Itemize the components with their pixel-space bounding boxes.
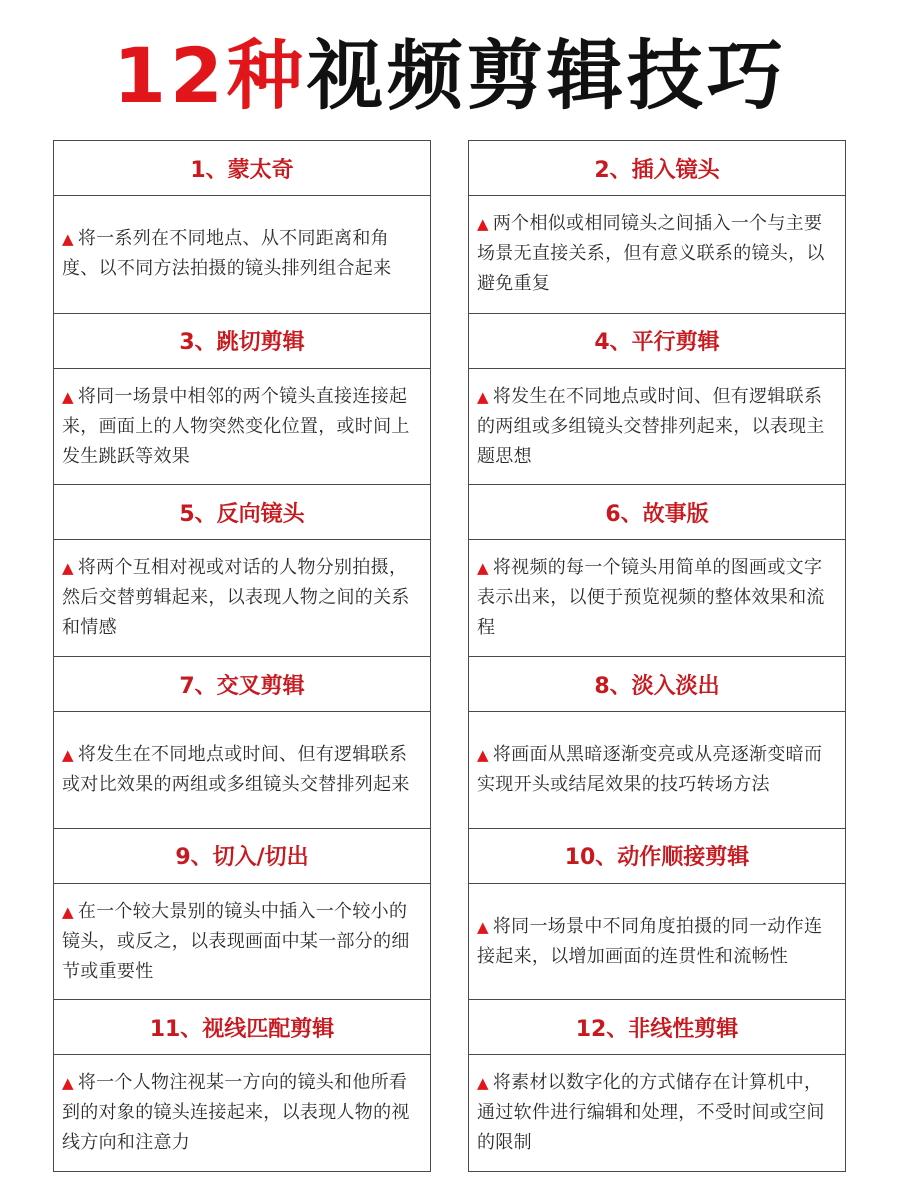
red-triangle-icon: ▲ <box>62 1074 74 1093</box>
technique-card <box>54 313 430 485</box>
technique-card <box>469 656 845 828</box>
card-text: 将同一场景中不同角度拍摄的同一动作连接起来，以增加画面的连贯性和流畅性 <box>477 915 823 967</box>
red-triangle-icon: ▲ <box>62 387 74 406</box>
red-triangle-icon: ▲ <box>477 559 489 578</box>
card-text: 将同一场景中相邻的两个镜头直接连接起来，画面上的人物突然变化位置，或时间上发生跳跃等效果 <box>62 385 410 467</box>
card-heading: 5、反向镜头 <box>54 485 430 540</box>
red-triangle-icon: ▲ <box>62 902 74 921</box>
card-heading: 3、跳切剪辑 <box>54 314 430 369</box>
red-triangle-icon: ▲ <box>477 917 489 936</box>
card-heading: 10、动作顺接剪辑 <box>469 829 845 884</box>
card-text: 在一个较大景别的镜头中插入一个较小的镜头，或反之，以表现画面中某一部分的细节或重要性 <box>62 900 410 982</box>
card-body <box>469 540 845 656</box>
red-triangle-icon: ▲ <box>477 215 489 234</box>
card-text: 将一系列在不同地点、从不同距离和角度、以不同方法拍摄的镜头排列组合起来 <box>62 228 392 280</box>
card-text: 将发生在不同地点或时间、但有逻辑联系或对比效果的两组或多组镜头交替排列起来 <box>62 743 410 795</box>
card-heading: 9、切入/切出 <box>54 829 430 884</box>
card-body <box>469 884 845 1000</box>
red-triangle-icon: ▲ <box>62 230 74 249</box>
card-heading: 12、非线性剪辑 <box>469 1000 845 1055</box>
technique-card <box>54 484 430 656</box>
red-triangle-icon: ▲ <box>62 559 74 578</box>
technique-card <box>469 484 845 656</box>
card-body <box>54 196 430 313</box>
technique-card <box>54 656 430 828</box>
card-body <box>469 1055 845 1171</box>
technique-card <box>469 313 845 485</box>
card-text: 将画面从黑暗逐渐变亮或从亮逐渐变暗而实现开头或结尾效果的技巧转场方法 <box>477 743 823 795</box>
red-triangle-icon: ▲ <box>62 745 74 764</box>
card-heading: 8、淡入淡出 <box>469 657 845 712</box>
technique-card <box>54 999 430 1171</box>
technique-card <box>54 828 430 1000</box>
red-triangle-icon: ▲ <box>477 1074 489 1093</box>
technique-card <box>469 999 845 1171</box>
card-heading: 11、视线匹配剪辑 <box>54 1000 430 1055</box>
right-column <box>468 140 846 1172</box>
title-rest: 视频剪辑技巧 <box>306 31 787 120</box>
card-heading: 2、插入镜头 <box>469 141 845 196</box>
red-triangle-icon: ▲ <box>477 745 489 764</box>
card-text: 将发生在不同地点或时间、但有逻辑联系的两组或多组镜头交替排列起来，以表现主题思想 <box>477 385 825 467</box>
technique-card <box>469 828 845 1000</box>
page-title <box>0 28 900 124</box>
title-highlight: 12种 <box>113 31 307 120</box>
technique-card <box>54 141 430 313</box>
card-text: 两个相似或相同镜头之间插入一个与主要场景无直接关系，但有意义联系的镜头，以避免重复 <box>477 213 825 295</box>
card-body <box>469 196 845 313</box>
technique-card <box>469 141 845 313</box>
card-text: 将两个互相对视或对话的人物分别拍摄，然后交替剪辑起来，以表现人物之间的关系和情感 <box>62 557 410 639</box>
card-heading: 6、故事版 <box>469 485 845 540</box>
card-body <box>469 369 845 485</box>
card-heading: 4、平行剪辑 <box>469 314 845 369</box>
card-text: 将一个人物注视某一方向的镜头和他所看到的对象的镜头连接起来，以表现人物的视线方向和注意力 <box>62 1072 410 1154</box>
card-text: 将视频的每一个镜头用简单的图画或文字表示出来，以便于预览视频的整体效果和流程 <box>477 557 825 639</box>
red-triangle-icon: ▲ <box>477 387 489 406</box>
card-text: 将素材以数字化的方式储存在计算机中，通过软件进行编辑和处理，不受时间或空间的限制 <box>477 1072 825 1154</box>
card-body <box>54 369 430 485</box>
card-heading: 7、交叉剪辑 <box>54 657 430 712</box>
left-column <box>53 140 431 1172</box>
card-body <box>54 884 430 1000</box>
card-body <box>54 1055 430 1171</box>
card-body <box>469 712 845 828</box>
card-body <box>54 712 430 828</box>
card-body <box>54 540 430 656</box>
card-heading: 1、蒙太奇 <box>54 141 430 196</box>
